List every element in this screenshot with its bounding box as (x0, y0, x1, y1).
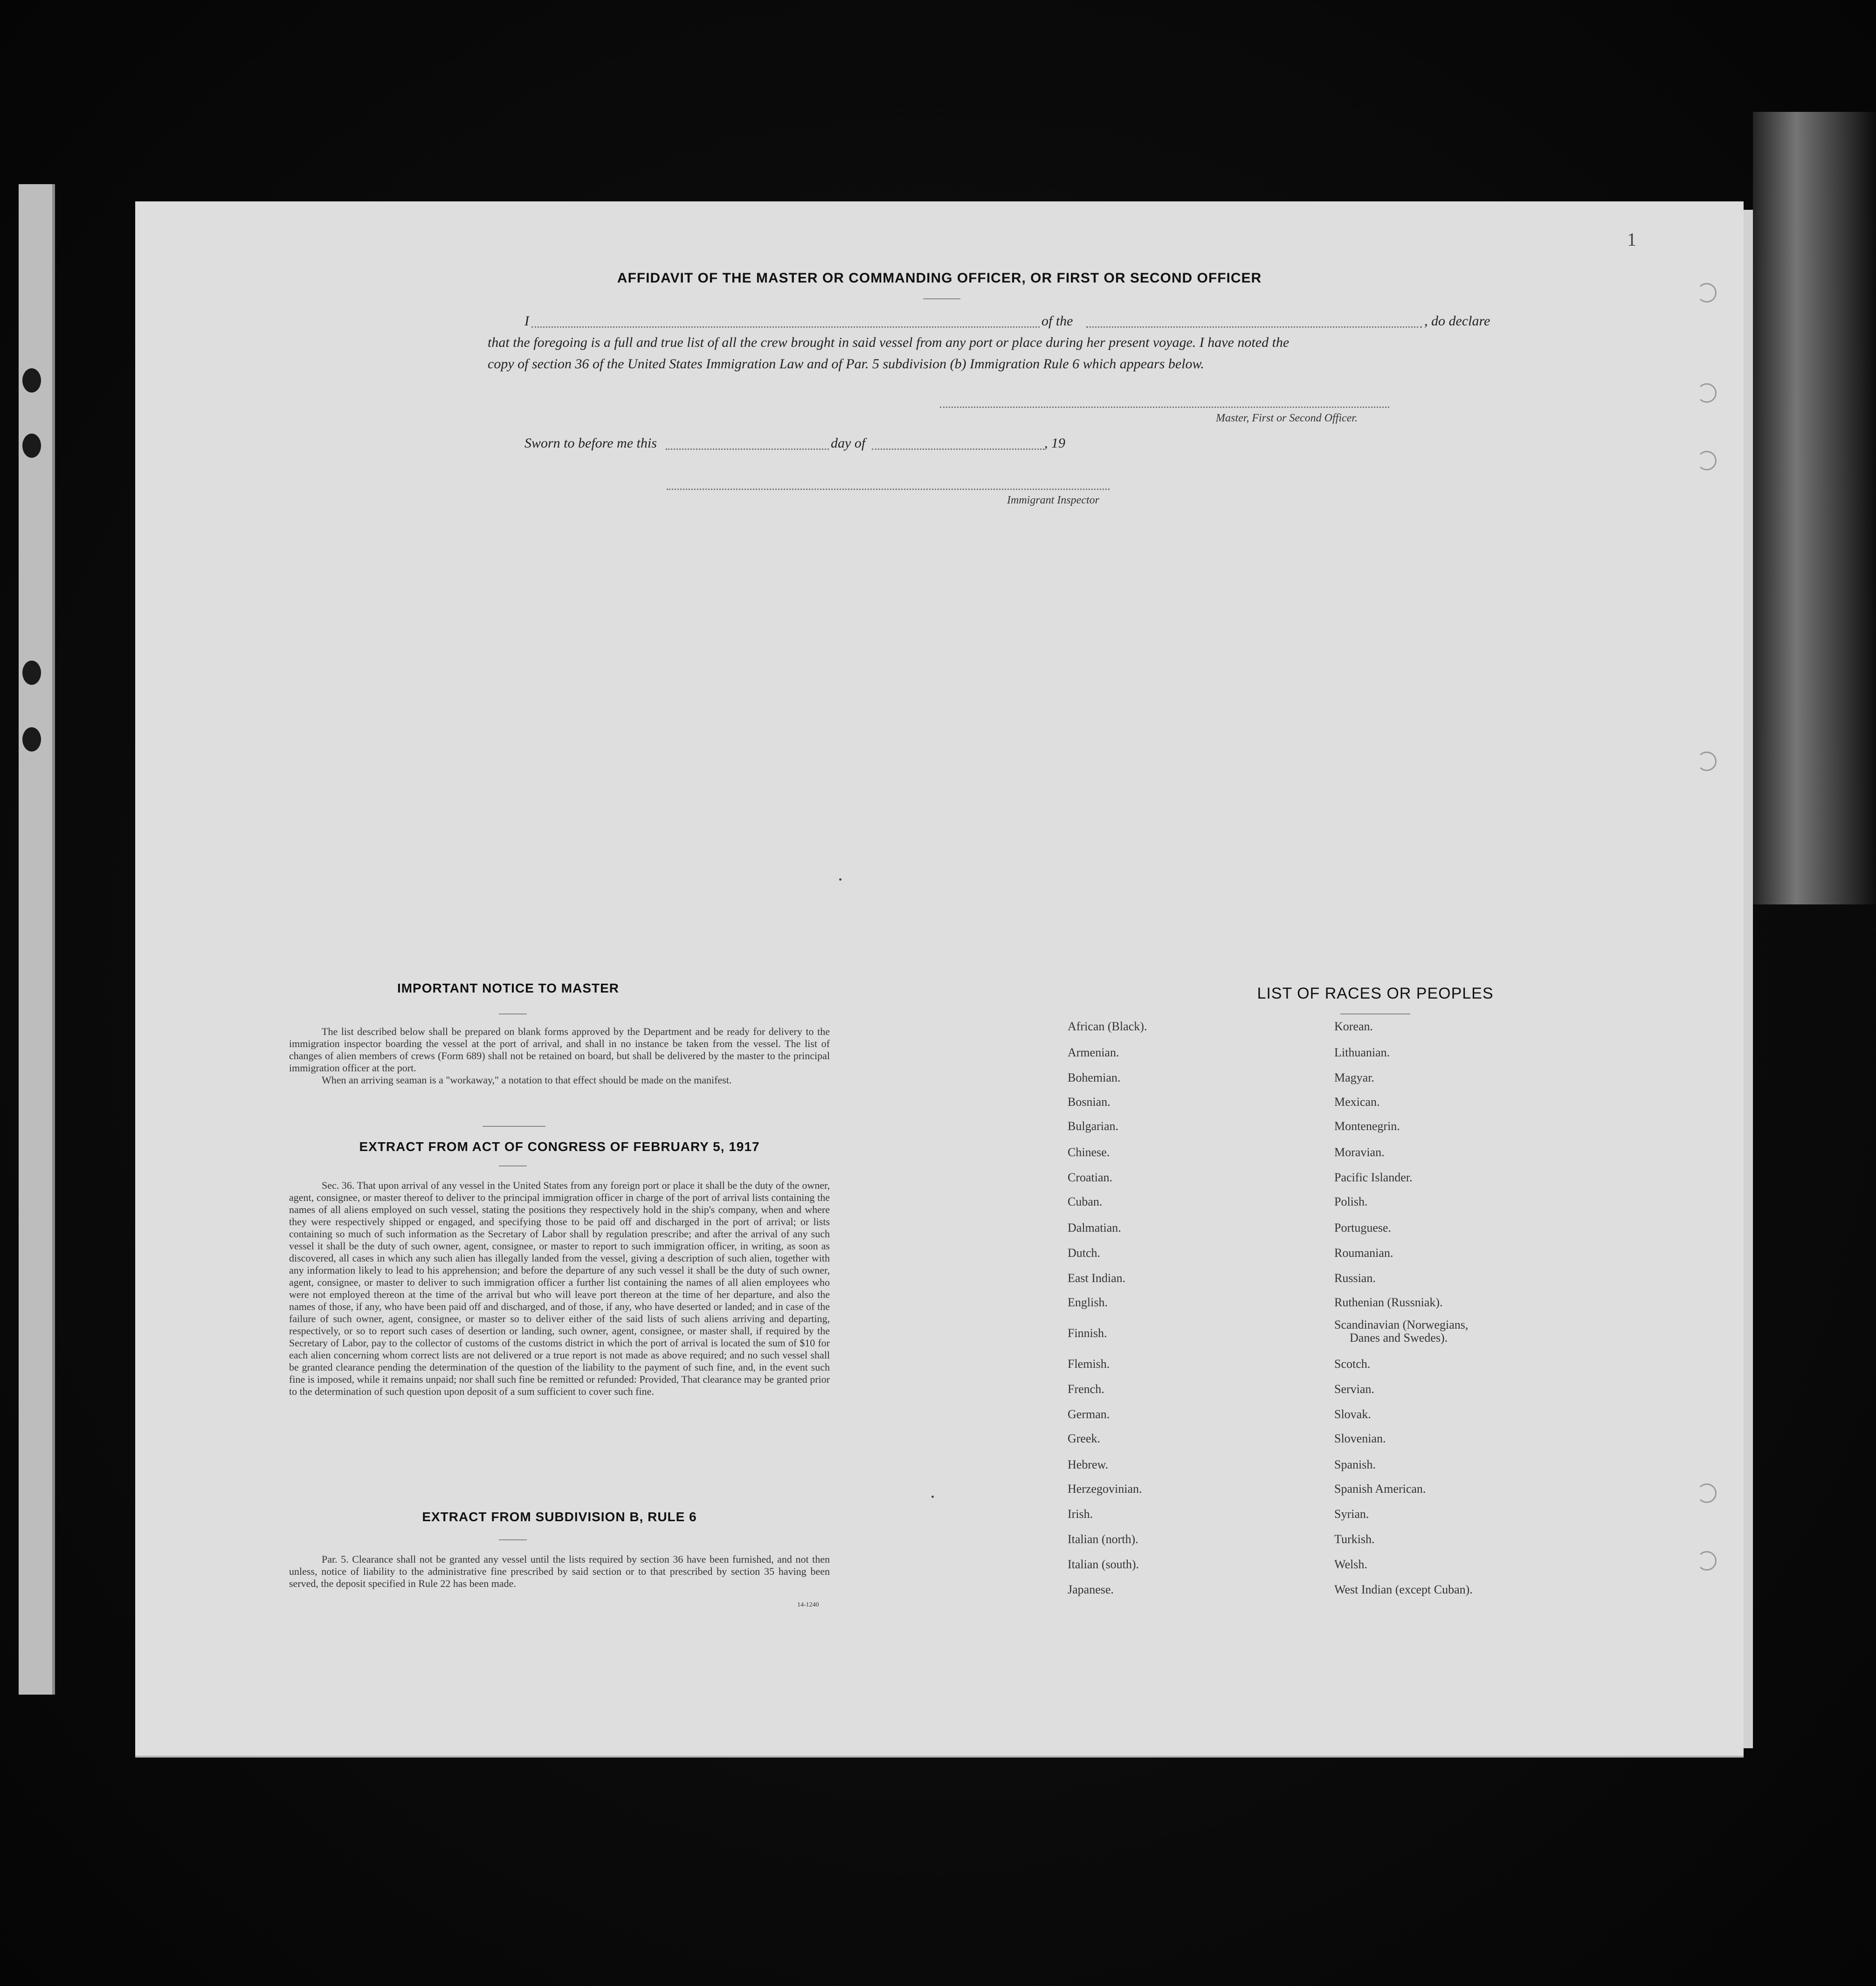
affidavit-i: I (524, 313, 529, 329)
vessel-blank (1086, 326, 1422, 328)
race-item: Mexican. (1334, 1095, 1380, 1109)
affidavit-line-2: that the foregoing is a full and true list of all the crew brought in said vessel from any port or place during her present voyage. I have noted the (488, 335, 1290, 350)
divider (499, 1539, 527, 1540)
race-item: Moravian. (1334, 1145, 1385, 1159)
divider (499, 1165, 527, 1166)
race-item: English. (1068, 1296, 1108, 1309)
race-item: Montenegrin. (1334, 1119, 1400, 1133)
rule-body (289, 1553, 830, 1590)
race-item: Italian (south). (1068, 1558, 1139, 1571)
race-item: Japanese. (1068, 1583, 1114, 1596)
race-item: Italian (north). (1068, 1532, 1138, 1546)
race-item: East Indian. (1068, 1271, 1126, 1285)
race-item: Bohemian. (1068, 1071, 1121, 1084)
race-item: Servian. (1334, 1382, 1374, 1396)
master-label: Master, First or Second Officer. (1216, 412, 1358, 424)
race-item: Magyar. (1334, 1071, 1374, 1084)
race-item: Spanish. (1334, 1458, 1376, 1471)
divider (923, 298, 960, 299)
race-item: Polish. (1334, 1195, 1368, 1208)
page-number: 1 (1627, 229, 1636, 250)
race-item: Bosnian. (1068, 1095, 1110, 1109)
act-sec-36-paragraph: Sec. 36. That upon arrival of any vessel in the United States from any foreign port or place it shall be the duty of the owner, agent, consignee, or master thereof to deliver to the principal immigration officer in charge of the port of arrival lists containing the names of all aliens employed on such vessel, stating the positions they respectively hold in the ship's company, when and where they were respectively shipped or engaged, and specifying those to be paid off and discharged in the port of arrival; or lists containing so much of such information as the Secretary of Labor shall by regulation prescribe; and after the arrival of any such vessel it shall be the duty of such owner, agent, consignee, or master to report to such immigration officer, in writing, as soon as discovered, all cases in which any such alien has illegally landed from the vessel, giving a description of such alien, together with any information likely to lead to his apprehension; and before the departure of any such vessel it shall be the duty of such owner, agent, consignee, or master to deliver to such immigration officer a further list containing the names of all alien employees who were not employed thereon at the time of the arrival but who will leave port thereon at the time of her departure, and also the names of those, if any, who have been paid off and discharged, and of those, if any, who have deserted or landed; and in case of the failure of such owner, agent, consignee, or master so to deliver either of the said lists of such aliens arriving and departing, respectively, or so to report such cases of desertion or landing, such owner, agent, consignee, or master shall, if required by the Secretary of Labor, pay to the collector of customs of the customs district in which the port of arrival is located the sum of $10 for each alien concerning whom correct lists are not delivered or a true report is not made as above required; and no such vessel shall be granted clearance pending the determination of the question of the liability to the payment of such fine, and, in the event such fine is imposed, while it remains unpaid; nor shall such fine be remitted or refunded: Provided, That clearance may be granted prior to the determination of such question upon deposit of a sum sufficient to cover such fine. (289, 1179, 830, 1397)
adjacent-page-strip (19, 184, 55, 1695)
race-item: Bulgarian. (1068, 1119, 1119, 1133)
race-item: Korean. (1334, 1020, 1373, 1033)
notice-body (289, 1026, 830, 1086)
edge-punch-mark (1697, 1483, 1717, 1503)
race-item: Slovak. (1334, 1407, 1371, 1421)
notice-paragraph-1: The list described below shall be prepared on blank forms approved by the Department and be ready for delivery to the immigration inspector boarding the vessel at the port of arrival, and shall in no instance be taken from the vessel. The list of changes of alien members of crews (Form 689) shall not be retained on board, but shall be delivered by the master to the principal immigration officer at the port. (289, 1026, 830, 1074)
race-item: Turkish. (1334, 1532, 1375, 1546)
race-item: Scandinavian (Norwegians, (1334, 1318, 1469, 1331)
rule-par-5-paragraph: Par. 5. Clearance shall not be granted any vessel until the lists required by section 36 have been furnished, and not then unless, notice of liability to the administrative fine prescribed by said section or to that prescribed by section 35 having been served, the deposit specified in Rule 22 has been made. (289, 1553, 830, 1589)
act-title: EXTRACT FROM ACT OF CONGRESS OF FEBRUARY 5, 1917 (359, 1139, 760, 1154)
race-item: Roumanian. (1334, 1246, 1393, 1260)
speck (839, 878, 841, 881)
race-item: Cuban. (1068, 1195, 1103, 1208)
form-number: 14-1240 (797, 1601, 819, 1608)
race-item: Portuguese. (1334, 1221, 1392, 1234)
name-blank (531, 326, 1040, 328)
rule-title: EXTRACT FROM SUBDIVISION B, RULE 6 (422, 1510, 697, 1524)
speck (931, 1496, 934, 1498)
edge-punch-mark (1697, 451, 1717, 470)
edge-punch-mark (1697, 383, 1717, 403)
sworn-text: Sworn to before me this (524, 435, 657, 451)
race-item: Danes and Swedes). (1350, 1331, 1448, 1345)
race-item: Irish. (1068, 1507, 1093, 1521)
race-item: Greek. (1068, 1432, 1101, 1445)
race-item: Russian. (1334, 1271, 1376, 1285)
race-item: Pacific Islander. (1334, 1171, 1413, 1184)
affidavit-of-the: of the (1041, 313, 1073, 329)
binder-hole (22, 661, 41, 685)
affidavit-title: AFFIDAVIT OF THE MASTER OR COMMANDING OFFICER, OR FIRST OR SECOND OFFICER (617, 270, 1262, 286)
race-item: Chinese. (1068, 1145, 1110, 1159)
race-item: Spanish American. (1334, 1482, 1426, 1496)
race-item: Finnish. (1068, 1326, 1107, 1340)
race-item: African (Black). (1068, 1020, 1147, 1033)
act-body (289, 1179, 830, 1398)
binder-hole (22, 368, 41, 393)
race-item: West Indian (except Cuban). (1334, 1583, 1473, 1596)
race-item: Dalmatian. (1068, 1221, 1121, 1234)
race-item: Slovenian. (1334, 1432, 1386, 1445)
race-item: Welsh. (1334, 1558, 1367, 1571)
race-item: Lithuanian. (1334, 1046, 1390, 1059)
year-text: , 19 (1044, 435, 1065, 451)
affidavit-declare: , do declare (1424, 313, 1490, 329)
affidavit-line-3: copy of section 36 of the United States Immigration Law and of Par. 5 subdivision (b) Immigration Rule 6 which appears below. (488, 356, 1204, 372)
race-item: German. (1068, 1407, 1110, 1421)
notice-paragraph-2: When an arriving seaman is a "workaway," a notation to that effect should be made on the manifest. (322, 1074, 732, 1086)
inspector-signature-line (667, 489, 1110, 490)
sworn-month-blank (872, 448, 1044, 450)
race-item: French. (1068, 1382, 1104, 1396)
master-signature-line (940, 407, 1389, 408)
race-item: Flemish. (1068, 1357, 1110, 1371)
document-page (135, 201, 1744, 1758)
race-item: Armenian. (1068, 1046, 1119, 1059)
race-item: Ruthenian (Russniak). (1334, 1296, 1443, 1309)
race-item: Croatian. (1068, 1171, 1113, 1184)
notice-title: IMPORTANT NOTICE TO MASTER (397, 981, 620, 995)
binder-hole (22, 434, 41, 458)
race-item: Hebrew. (1068, 1458, 1109, 1471)
race-item: Dutch. (1068, 1246, 1101, 1260)
divider (483, 1126, 545, 1127)
inspector-label: Immigrant Inspector (1007, 494, 1099, 506)
sworn-day-blank (666, 448, 829, 450)
race-item: Scotch. (1334, 1357, 1371, 1371)
edge-punch-mark (1697, 752, 1717, 771)
day-of-text: day of (831, 435, 866, 451)
binder-hole (22, 727, 41, 752)
race-item: Syrian. (1334, 1507, 1369, 1521)
race-item: Herzegovinian. (1068, 1482, 1142, 1496)
edge-punch-mark (1697, 1551, 1717, 1571)
torn-page-edge (1753, 112, 1876, 904)
races-title: LIST OF RACES OR PEOPLES (1257, 985, 1494, 1002)
